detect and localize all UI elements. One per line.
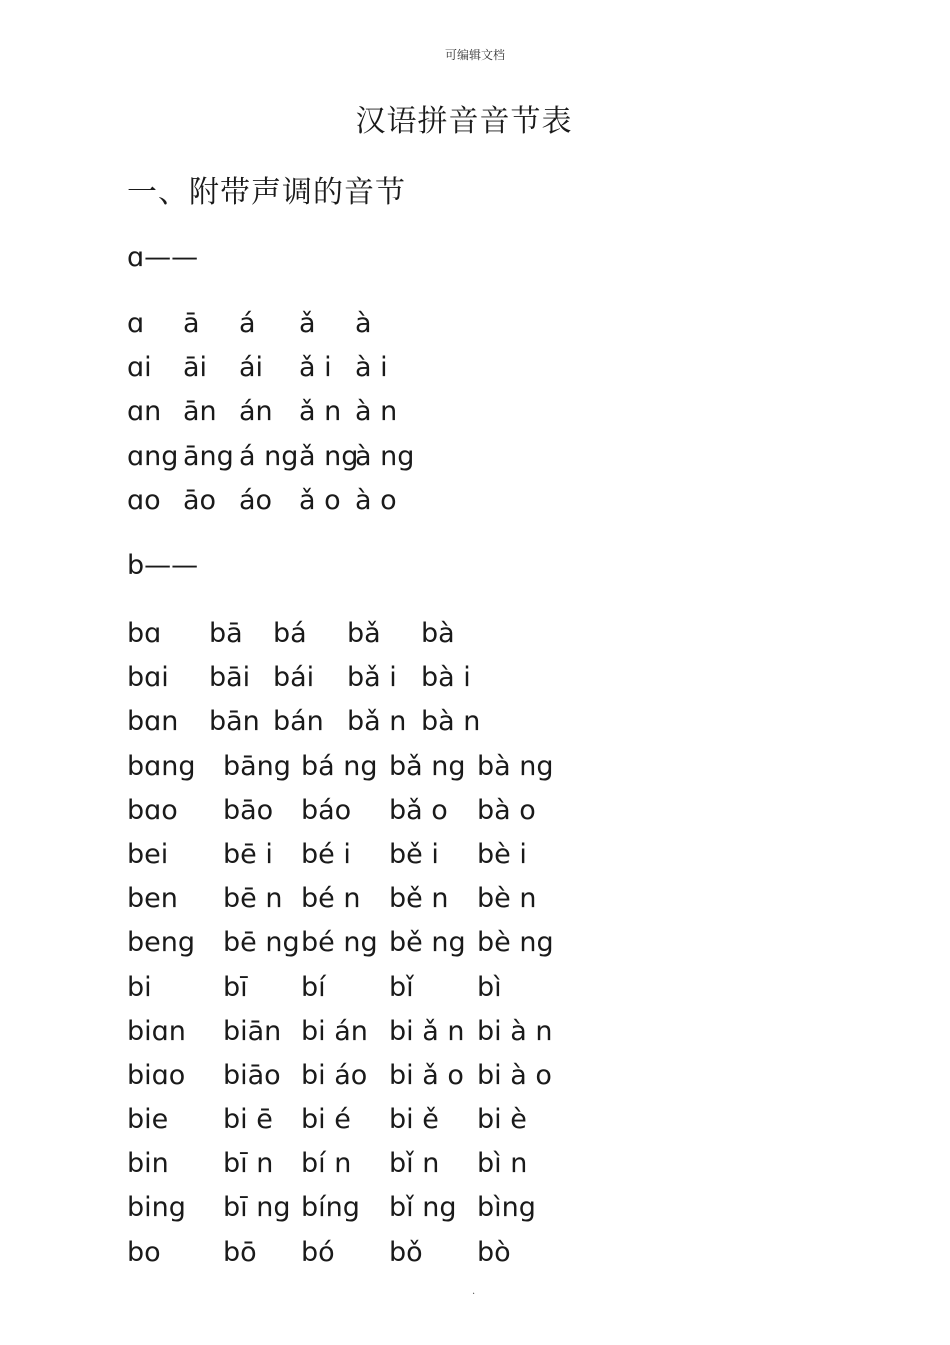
syllable-row — [127, 833, 887, 877]
syllable-cell: bě n — [389, 883, 449, 915]
syllable-cell: ben — [127, 883, 178, 915]
syllable-row — [127, 1054, 887, 1098]
syllable-cell: bá — [273, 618, 307, 649]
page-header: 可编辑文档 — [444, 48, 505, 62]
syllable-cell: bó — [301, 1236, 335, 1268]
syllable-row — [127, 1186, 887, 1230]
syllable-cell: ɑ — [127, 308, 145, 339]
syllable-cell: à n — [355, 396, 398, 428]
syllable-cell: bē i — [223, 838, 273, 870]
syllable-cell: ɑo — [127, 484, 161, 516]
syllable-cell: bī ng — [223, 1192, 291, 1224]
syllable-cell: bǒ — [389, 1236, 423, 1268]
syllable-cell: ǎ — [299, 308, 316, 339]
syllable-cell: bē ng — [223, 927, 300, 959]
syllable-cell: biɑo — [127, 1059, 186, 1091]
syllable-cell: bi án — [301, 1015, 368, 1047]
syllable-cell: bá ng — [301, 750, 378, 782]
syllable-cell: ɑn — [127, 396, 162, 428]
syllable-cell: ā — [183, 308, 200, 339]
syllable-cell: bie — [127, 1104, 169, 1136]
syllable-row — [127, 1231, 887, 1275]
syllable-cell: bi ǎ n — [389, 1015, 465, 1047]
syllable-cell: áo — [239, 484, 273, 516]
syllable-row — [127, 435, 887, 479]
syllable-cell: āo — [183, 484, 217, 516]
syllable-cell: bí n — [301, 1148, 352, 1180]
syllable-row — [127, 789, 887, 833]
syllable-cell: bi ē — [223, 1104, 273, 1136]
syllable-cell: bān — [209, 706, 260, 738]
syllable-row — [127, 479, 887, 523]
syllable-list-b — [127, 612, 887, 1275]
syllable-cell: bā — [209, 618, 243, 649]
syllable-row — [127, 877, 887, 921]
syllable-cell: á — [239, 308, 256, 339]
syllable-cell: bei — [127, 838, 169, 870]
syllable-cell: bǐ — [389, 971, 414, 1003]
syllable-cell: bà — [421, 618, 455, 649]
syllable-cell: bi ǎ o — [389, 1059, 464, 1091]
syllable-cell: bī — [223, 971, 248, 1003]
syllable-cell: biān — [223, 1015, 282, 1047]
syllable-cell: bé n — [301, 883, 361, 915]
syllable-cell: bái — [273, 662, 315, 694]
syllable-cell: ǎ n — [299, 396, 342, 428]
syllable-cell: bī n — [223, 1148, 274, 1180]
syllable-cell: beng — [127, 927, 196, 959]
syllable-cell: ǎ ng — [299, 440, 359, 472]
syllable-cell: bán — [273, 706, 324, 738]
syllable-row — [127, 1010, 887, 1054]
syllable-row — [127, 745, 887, 789]
syllable-cell: bi é — [301, 1104, 351, 1136]
syllable-cell: bí — [301, 971, 326, 1003]
syllable-cell: bɑng — [127, 750, 196, 782]
syllable-cell: bǎ o — [389, 794, 448, 826]
syllable-row — [127, 656, 887, 700]
syllable-cell: bi à n — [477, 1015, 553, 1047]
syllable-row — [127, 966, 887, 1010]
syllable-cell: bāi — [209, 662, 251, 694]
syllable-cell: bē n — [223, 883, 283, 915]
syllable-cell: bǎ n — [347, 706, 407, 738]
syllable-cell: bing — [127, 1192, 186, 1224]
syllable-cell: bō — [223, 1236, 257, 1268]
syllable-cell: bìng — [477, 1192, 536, 1224]
syllable-cell: bà o — [477, 794, 536, 826]
syllable-row — [127, 302, 887, 346]
syllable-cell: bè ng — [477, 927, 554, 959]
syllable-list-a — [127, 302, 887, 523]
syllable-cell: bíng — [301, 1192, 360, 1224]
syllable-row — [127, 921, 887, 965]
syllable-cell: bě ng — [389, 927, 466, 959]
group-label-b: b—— — [127, 550, 199, 581]
syllable-cell: ān — [183, 396, 217, 428]
section-heading: 一、附带声调的音节 — [127, 175, 406, 210]
syllable-cell: bi — [127, 971, 152, 1003]
syllable-cell: bè n — [477, 883, 537, 915]
syllable-cell: bo — [127, 1236, 161, 1268]
syllable-cell: bà ng — [477, 750, 554, 782]
syllable-cell: bé i — [301, 838, 351, 870]
syllable-cell: āi — [183, 352, 208, 384]
syllable-cell: bǎ i — [347, 662, 397, 694]
syllable-cell: à o — [355, 484, 397, 516]
syllable-cell: bě i — [389, 838, 439, 870]
syllable-row — [127, 346, 887, 390]
syllable-cell: á ng — [239, 440, 299, 472]
page-title: 汉语拼音音节表 — [355, 104, 573, 139]
syllable-cell: bà i — [421, 662, 471, 694]
syllable-cell: à — [355, 308, 372, 339]
syllable-cell: ɑng — [127, 440, 179, 472]
syllable-cell: bì n — [477, 1148, 528, 1180]
syllable-row — [127, 1098, 887, 1142]
syllable-cell: biāo — [223, 1059, 281, 1091]
syllable-row — [127, 700, 887, 744]
syllable-cell: bɑ — [127, 618, 162, 649]
syllable-cell: bi è — [477, 1104, 527, 1136]
syllable-cell: bi ě — [389, 1104, 439, 1136]
syllable-cell: bɑn — [127, 706, 179, 738]
syllable-cell: bé ng — [301, 927, 378, 959]
syllable-cell: bà n — [421, 706, 481, 738]
syllable-cell: ǎ o — [299, 484, 341, 516]
syllable-cell: bɑi — [127, 662, 169, 694]
syllable-row — [127, 1142, 887, 1186]
syllable-row — [127, 390, 887, 434]
syllable-cell: bì — [477, 971, 502, 1003]
syllable-cell: bǎ — [347, 618, 381, 649]
syllable-cell: bi à o — [477, 1059, 552, 1091]
syllable-cell: ǎ i — [299, 352, 332, 384]
syllable-cell: bɑo — [127, 794, 178, 826]
syllable-cell: āng — [183, 440, 234, 472]
syllable-cell: bāng — [223, 750, 291, 782]
syllable-cell: bǎ ng — [389, 750, 466, 782]
group-label-a: ɑ—— — [127, 242, 199, 273]
syllable-row — [127, 612, 887, 656]
syllable-cell: bò — [477, 1236, 511, 1268]
syllable-cell: báo — [301, 794, 352, 826]
syllable-cell: bè i — [477, 838, 527, 870]
syllable-cell: bin — [127, 1148, 169, 1180]
syllable-cell: bǐ n — [389, 1148, 440, 1180]
syllable-cell: bǐ ng — [389, 1192, 457, 1224]
syllable-cell: ɑi — [127, 352, 152, 384]
footer-mark: . — [472, 1286, 476, 1297]
syllable-cell: à ng — [355, 440, 415, 472]
syllable-cell: ái — [239, 352, 264, 384]
syllable-cell: bi áo — [301, 1059, 368, 1091]
syllable-cell: bāo — [223, 794, 274, 826]
syllable-cell: biɑn — [127, 1015, 186, 1047]
syllable-cell: à i — [355, 352, 388, 384]
syllable-cell: án — [239, 396, 273, 428]
